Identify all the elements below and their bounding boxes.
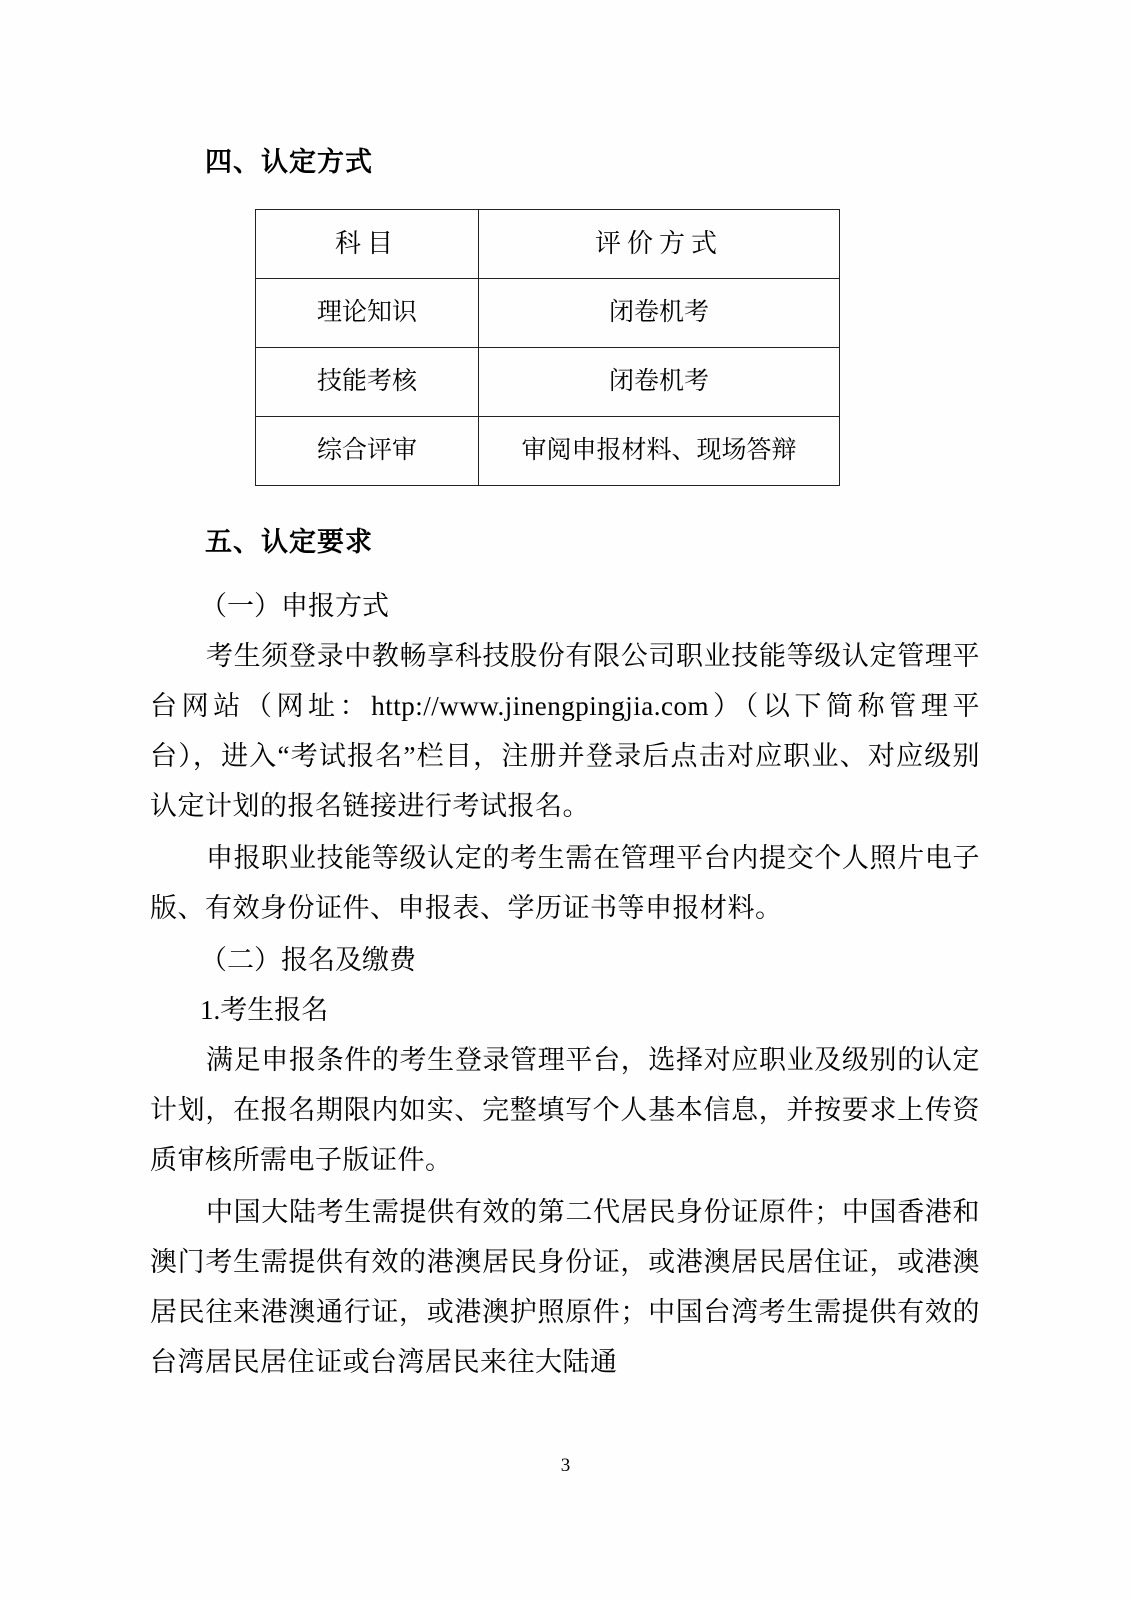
table-row [256,348,840,417]
subsection-heading-one: （一）申报方式 [200,591,389,621]
section-heading-five: 五、认定要求 [205,527,373,558]
paragraph-application-materials: 申报职业技能等级认定的考生需在管理平台内提交个人照片电子版、有效身份证件、申报表、学历证书等申报材料。 [150,843,980,923]
table-cell-method: 闭卷机考 [479,348,840,417]
table-header-row [256,210,840,279]
table-row [256,417,840,486]
table-cell-subject: 综合评审 [256,417,479,486]
paragraph-registration-steps: 满足申报条件的考生登录管理平台，选择对应职业及级别的认定计划，在报名期限内如实、完整填写个人基本信息，并按要求上传资质审核所需电子版证件。 [150,1045,980,1175]
table-row [256,279,840,348]
page-content [150,140,980,1389]
page-number: 3 [560,1455,571,1476]
table-header-subject: 科目 [256,210,479,279]
table-cell-subject: 技能考核 [256,348,479,417]
subsection-heading-registration: 1.考生报名 [200,995,329,1025]
table-cell-method: 审阅申报材料、现场答辩 [479,417,840,486]
subsection-heading-two: （二）报名及缴费 [200,945,416,975]
section-heading-four: 四、认定方式 [205,147,373,178]
table-cell-method: 闭卷机考 [479,279,840,348]
table-cell-subject: 理论知识 [256,279,479,348]
paragraph-application-method: 考生须登录中教畅享科技股份有限公司职业技能等级认定管理平台网站（网址：http://www.jinengpingjia.com）（以下简称管理平台），进入“考试报名”栏目，注册并登录后点击对应职业、对应级别认定计划的报名链接进行考试报名。 [150,641,980,821]
table-header-method: 评价方式 [479,210,840,279]
paragraph-identity-documents: 中国大陆考生需提供有效的第二代居民身份证原件；中国香港和澳门考生需提供有效的港澳居民身份证，或港澳居民居住证，或港澳居民往来港澳通行证，或港澳护照原件；中国台湾考生需提供有效的台湾居民居住证或台湾居民来往大陆通 [150,1197,980,1377]
assessment-method-table [255,209,840,486]
